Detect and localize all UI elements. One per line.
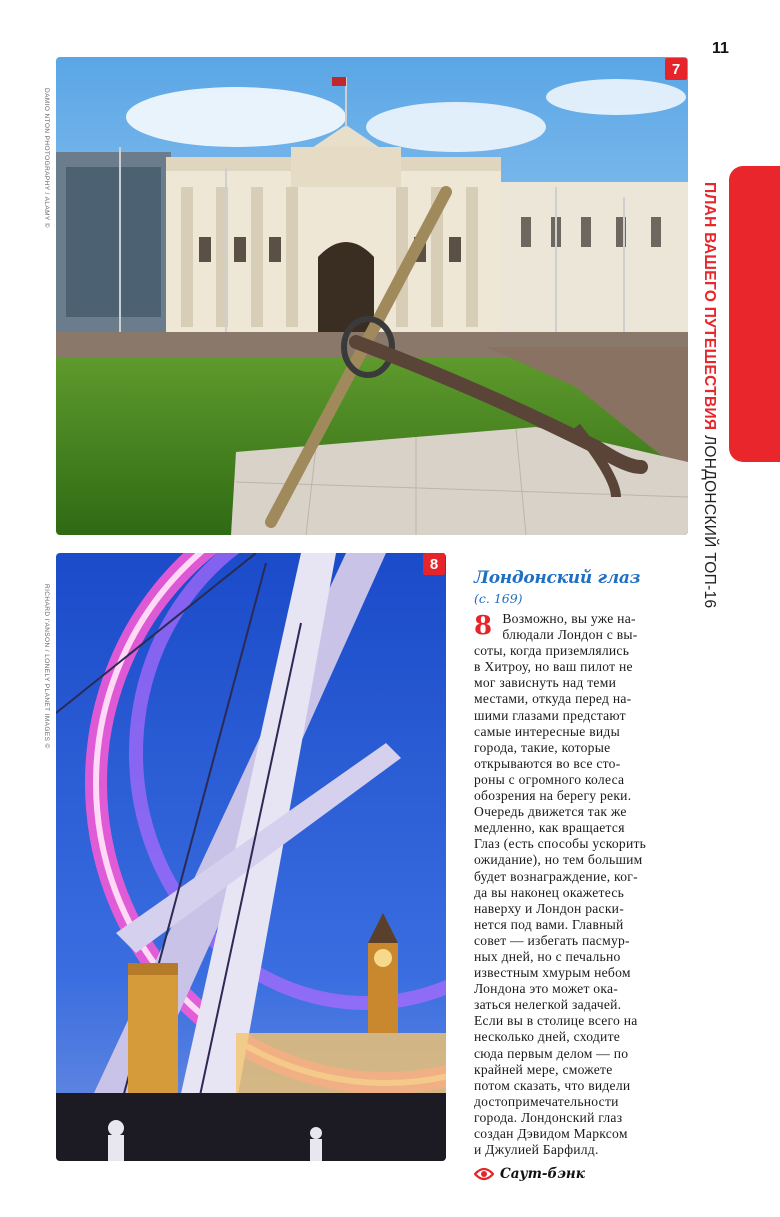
body-line: шими глазами предстают bbox=[474, 707, 626, 723]
section-heading bbox=[700, 182, 718, 608]
body-line: крайней мере, сможете bbox=[474, 1061, 613, 1077]
body-line: потом сказать, что видели bbox=[474, 1077, 631, 1093]
body-line: в Хитроу, но ваш пилот не bbox=[474, 659, 633, 675]
body-line: обозрения на берегу реки. bbox=[474, 788, 632, 804]
photo-number-badge: 7 bbox=[665, 58, 687, 80]
photo-credit: DAMIO NTON PHOTOGRAPHY / ALAMY © bbox=[43, 88, 50, 228]
article-page-ref: (с. 169) bbox=[474, 591, 523, 606]
body-line: города, такие, которые bbox=[474, 739, 611, 755]
body-line: города. Лондонский глаз bbox=[474, 1109, 623, 1125]
body-line: ожидание), но тем большим bbox=[474, 852, 643, 868]
body-line: и Джулией Барфилд. bbox=[474, 1142, 599, 1158]
article-london-eye bbox=[474, 568, 719, 1182]
body-line: создан Дэвидом Марксом bbox=[474, 1126, 628, 1141]
photo-london-eye bbox=[56, 553, 446, 1161]
body-line: наверху и Лондон раски- bbox=[474, 900, 624, 916]
photo-credit: RICHARD I'ANSON / LONELY PLANET IMAGES © bbox=[43, 584, 50, 749]
section-heading-part2: ЛОНДОНСКИЙ ТОП-16 bbox=[701, 430, 718, 609]
page-number: 11 bbox=[712, 40, 729, 57]
body-line: Если вы в столице всего на bbox=[474, 1013, 638, 1029]
article-body bbox=[474, 611, 719, 1158]
photo-maritime-museum bbox=[56, 57, 688, 535]
article-number: 8 bbox=[474, 611, 493, 641]
eye-icon bbox=[474, 1166, 494, 1182]
body-line: Лондона это может ока- bbox=[474, 981, 619, 997]
body-line: Возможно, вы уже на- bbox=[502, 611, 636, 626]
body-line: заться нелегкой задачей. bbox=[474, 997, 622, 1013]
section-heading-part1: ПЛАН ВАШЕГО ПУТЕШЕСТВИЯ bbox=[701, 182, 718, 431]
body-line: Глаз (есть способы ускорить bbox=[474, 836, 647, 852]
body-line: достопримечательности bbox=[474, 1093, 619, 1109]
body-line: да вы наконец окажетесь bbox=[474, 884, 625, 900]
body-line: ных дней, но с печально bbox=[474, 948, 621, 964]
body-line: медленно, как вращается bbox=[474, 820, 625, 836]
body-line: мог зависнуть над теми bbox=[474, 675, 617, 691]
body-line: самые интересные виды bbox=[474, 723, 620, 739]
body-line: несколько дней, сходите bbox=[474, 1029, 621, 1045]
location-link[interactable] bbox=[474, 1166, 719, 1182]
article-title: Лондонский глаз bbox=[474, 568, 641, 588]
body-line: блюдали Лондон с вы- bbox=[502, 627, 638, 643]
location-label: Саут-бэнк bbox=[500, 1166, 585, 1183]
body-line: Очередь движется так же bbox=[474, 804, 627, 820]
body-line: местами, откуда перед на- bbox=[474, 691, 632, 707]
body-line: нется под вами. Главный bbox=[474, 916, 624, 932]
body-line: совет — избегать пасмур- bbox=[474, 932, 630, 948]
body-line: сюда первым делом — по bbox=[474, 1045, 629, 1061]
section-tab bbox=[729, 166, 780, 462]
body-line: роны с огромного колеса bbox=[474, 771, 625, 787]
photo-number-badge: 8 bbox=[423, 553, 445, 575]
body-line: соты, когда приземлялись bbox=[474, 643, 630, 659]
body-line: будет вознаграждение, ког- bbox=[474, 868, 638, 884]
body-line: открываются во все сто- bbox=[474, 755, 621, 771]
body-line: известным хмурым небом bbox=[474, 965, 631, 981]
